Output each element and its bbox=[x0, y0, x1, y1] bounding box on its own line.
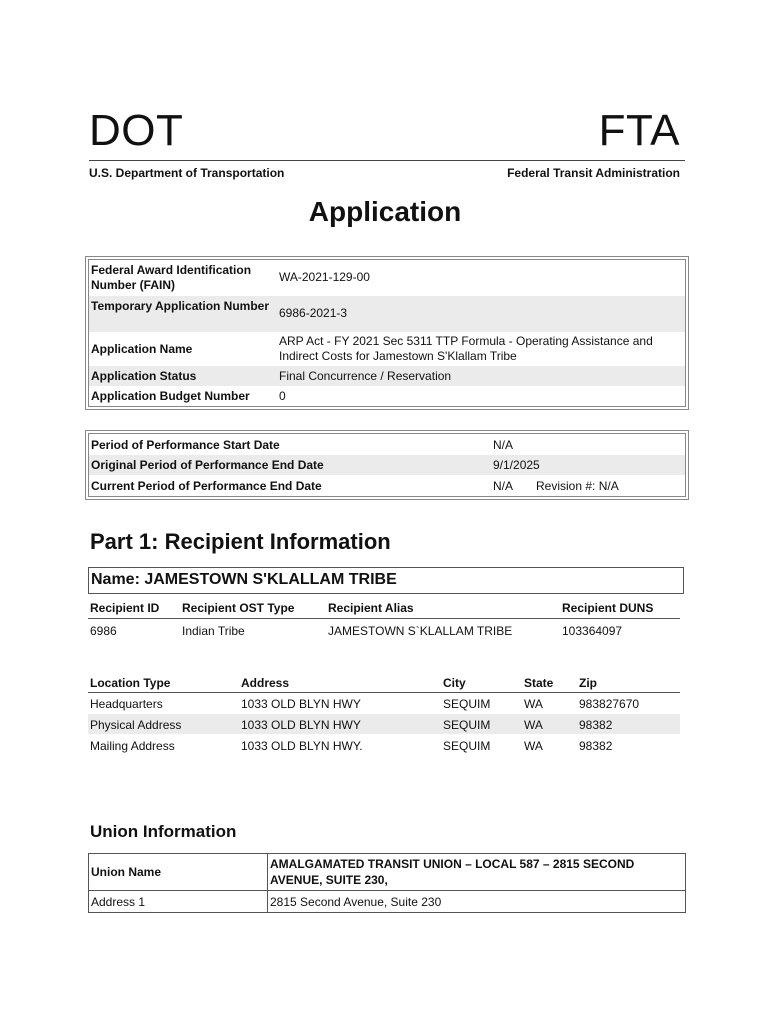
row-label: Current Period of Performance End Date bbox=[91, 479, 322, 493]
page-title: Application bbox=[308, 196, 462, 227]
fta-heading: FTA bbox=[598, 106, 680, 155]
location-address: 1033 OLD BLYN HWY bbox=[241, 718, 361, 732]
col-recipient-id: Recipient ID bbox=[90, 601, 160, 615]
location-zip: 983827670 bbox=[579, 697, 640, 711]
row-value: ARP Act - FY 2021 Sec 5311 TTP Formula - Operating Assistance and Indirect Costs for Jamestown S'Klallam Tribe bbox=[279, 334, 653, 363]
location-type: Headquarters bbox=[90, 697, 163, 711]
table-row bbox=[89, 455, 685, 475]
location-type: Physical Address bbox=[90, 718, 182, 732]
location-state: WA bbox=[524, 739, 543, 753]
recipient-name: Name: JAMESTOWN S'KLALLAM TRIBE bbox=[91, 571, 397, 588]
row-value: 2815 Second Avenue, Suite 230 bbox=[270, 895, 442, 909]
row-value: AMALGAMATED TRANSIT UNION – LOCAL 587 – 2815 SECOND AVENUE, SUITE 230, bbox=[270, 857, 635, 887]
location-address: 1033 OLD BLYN HWY. bbox=[241, 739, 363, 753]
table-row bbox=[89, 434, 685, 455]
col-state: State bbox=[524, 676, 554, 690]
table-row bbox=[89, 296, 685, 332]
row-label: Period of Performance Start Date bbox=[91, 438, 280, 452]
recipient-duns-value: 103364097 bbox=[562, 624, 623, 638]
col-address: Address bbox=[241, 676, 290, 690]
col-ost-type: Recipient OST Type bbox=[182, 601, 295, 615]
row-label: Federal Award Identification Number (FAIN) bbox=[91, 263, 252, 292]
col-zip: Zip bbox=[579, 676, 597, 690]
location-zip: 98382 bbox=[579, 739, 613, 753]
row-value: 6986-2021-3 bbox=[279, 306, 348, 320]
row-value: Final Concurrence / Reservation bbox=[279, 369, 452, 383]
location-state: WA bbox=[524, 718, 543, 732]
period-table bbox=[88, 433, 686, 497]
location-state: WA bbox=[524, 697, 543, 711]
recipient-name-box bbox=[88, 567, 684, 594]
label-cell bbox=[89, 854, 268, 890]
recipient-header-rule bbox=[88, 618, 680, 619]
recipient-id-value: 6986 bbox=[90, 624, 117, 638]
locations-header-rule bbox=[88, 692, 680, 693]
col-alias: Recipient Alias bbox=[328, 601, 414, 615]
location-city: SEQUIM bbox=[443, 697, 491, 711]
union-table bbox=[88, 853, 686, 913]
row-label: Original Period of Performance End Date bbox=[91, 458, 324, 472]
recipient-alias-value: JAMESTOWN S`KLALLAM TRIBE bbox=[328, 624, 513, 638]
table-row bbox=[89, 891, 685, 912]
table-row bbox=[89, 854, 685, 891]
fta-subtitle: Federal Transit Administration bbox=[507, 166, 680, 180]
col-city: City bbox=[443, 676, 466, 690]
row-value: 0 bbox=[279, 389, 286, 403]
label-cell bbox=[89, 891, 268, 912]
col-duns: Recipient DUNS bbox=[562, 601, 654, 615]
recipient-ost-type-value: Indian Tribe bbox=[182, 624, 245, 638]
dot-subtitle: U.S. Department of Transportation bbox=[89, 166, 285, 180]
row-label: Application Name bbox=[91, 342, 193, 356]
header-divider bbox=[89, 160, 685, 161]
row-value: N/A bbox=[493, 479, 514, 493]
row-value: WA-2021-129-00 bbox=[279, 270, 370, 284]
row-value: N/A bbox=[493, 438, 514, 452]
row-label: Union Name bbox=[91, 865, 162, 879]
table-row bbox=[89, 260, 685, 296]
row-label: Temporary Application Number bbox=[91, 299, 270, 313]
location-type: Mailing Address bbox=[90, 739, 175, 753]
revision-value: Revision #: N/A bbox=[536, 479, 619, 493]
union-title: Union Information bbox=[90, 822, 237, 841]
location-city: SEQUIM bbox=[443, 739, 491, 753]
dot-heading: DOT bbox=[89, 106, 184, 155]
table-row bbox=[89, 366, 685, 386]
row-label: Address 1 bbox=[91, 895, 146, 909]
col-location-type: Location Type bbox=[90, 676, 171, 690]
table-row bbox=[89, 475, 685, 496]
row-value: 9/1/2025 bbox=[493, 458, 540, 472]
location-city: SEQUIM bbox=[443, 718, 491, 732]
application-table bbox=[88, 259, 686, 407]
row-label: Application Budget Number bbox=[91, 389, 250, 403]
location-address: 1033 OLD BLYN HWY bbox=[241, 697, 361, 711]
part1-title: Part 1: Recipient Information bbox=[90, 529, 391, 554]
location-zip: 98382 bbox=[579, 718, 613, 732]
table-row bbox=[89, 332, 685, 366]
row-label: Application Status bbox=[91, 369, 197, 383]
table-row bbox=[89, 386, 685, 406]
